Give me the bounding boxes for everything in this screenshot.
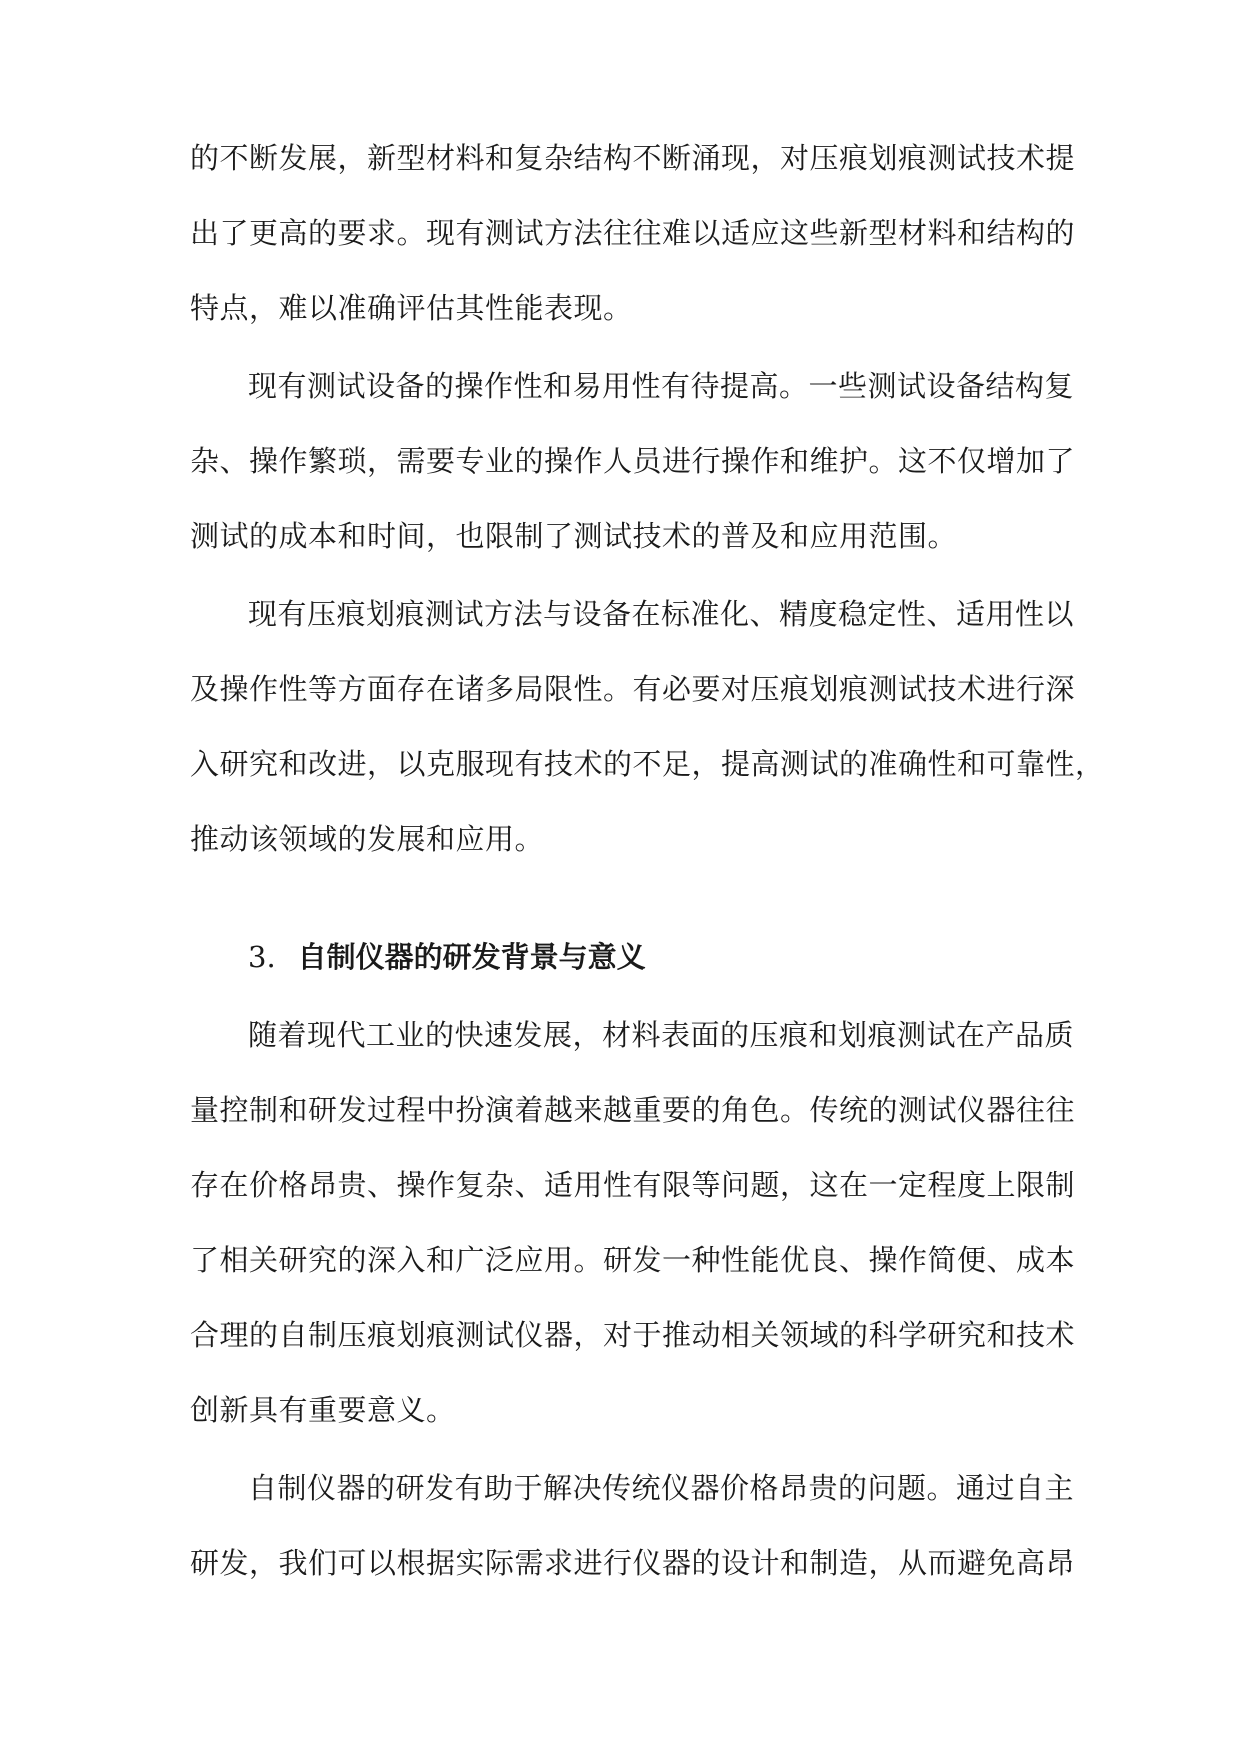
paragraph-3-line-4: 推动该领域的发展和应用。 xyxy=(190,822,545,856)
paragraph-1-line-1: 的不断发展，新型材料和复杂结构不断涌现，对压痕划痕测试技术提 xyxy=(190,141,1076,175)
paragraph-2-line-2: 杂、操作繁琐，需要专业的操作人员进行操作和维护。这不仅增加了 xyxy=(190,444,1076,478)
section-paragraph-2-line-2: 研发，我们可以根据实际需求进行仪器的设计和制造，从而避免高昂 xyxy=(190,1546,1076,1580)
section-paragraph-1-line-1: 随着现代工业的快速发展，材料表面的压痕和划痕测试在产品质 xyxy=(248,1018,1075,1052)
paragraph-3-line-3: 入研究和改进，以克服现有技术的不足，提高测试的准确性和可靠性， xyxy=(190,747,1105,781)
paragraph-3-line-2: 及操作性等方面存在诸多局限性。有必要对压痕划痕测试技术进行深 xyxy=(190,672,1076,706)
section-title: 自制仪器的研发背景与意义 xyxy=(297,940,646,974)
section-heading xyxy=(248,933,646,981)
paragraph-1-line-3: 特点，难以准确评估其性能表现。 xyxy=(190,291,633,325)
paragraph-2-line-1: 现有测试设备的操作性和易用性有待提高。一些测试设备结构复 xyxy=(248,369,1075,403)
paragraph-2-line-3: 测试的成本和时间，也限制了测试技术的普及和应用范围。 xyxy=(190,519,958,553)
section-paragraph-1-line-2: 量控制和研发过程中扮演着越来越重要的角色。传统的测试仪器往往 xyxy=(190,1093,1076,1127)
section-paragraph-2-line-1: 自制仪器的研发有助于解决传统仪器价格昂贵的问题。通过自主 xyxy=(248,1471,1075,1505)
paragraph-3-line-1: 现有压痕划痕测试方法与设备在标准化、精度稳定性、适用性以 xyxy=(248,597,1075,631)
section-paragraph-1-line-4: 了相关研究的深入和广泛应用。研发一种性能优良、操作简便、成本 xyxy=(190,1243,1076,1277)
section-number: 3. xyxy=(248,940,276,974)
section-paragraph-1-line-3: 存在价格昂贵、操作复杂、适用性有限等问题，这在一定程度上限制 xyxy=(190,1168,1076,1202)
paragraph-1-line-2: 出了更高的要求。现有测试方法往往难以适应这些新型材料和结构的 xyxy=(190,216,1076,250)
section-paragraph-1-line-5: 合理的自制压痕划痕测试仪器，对于推动相关领域的科学研究和技术 xyxy=(190,1318,1076,1352)
section-paragraph-1-line-6: 创新具有重要意义。 xyxy=(190,1393,456,1427)
